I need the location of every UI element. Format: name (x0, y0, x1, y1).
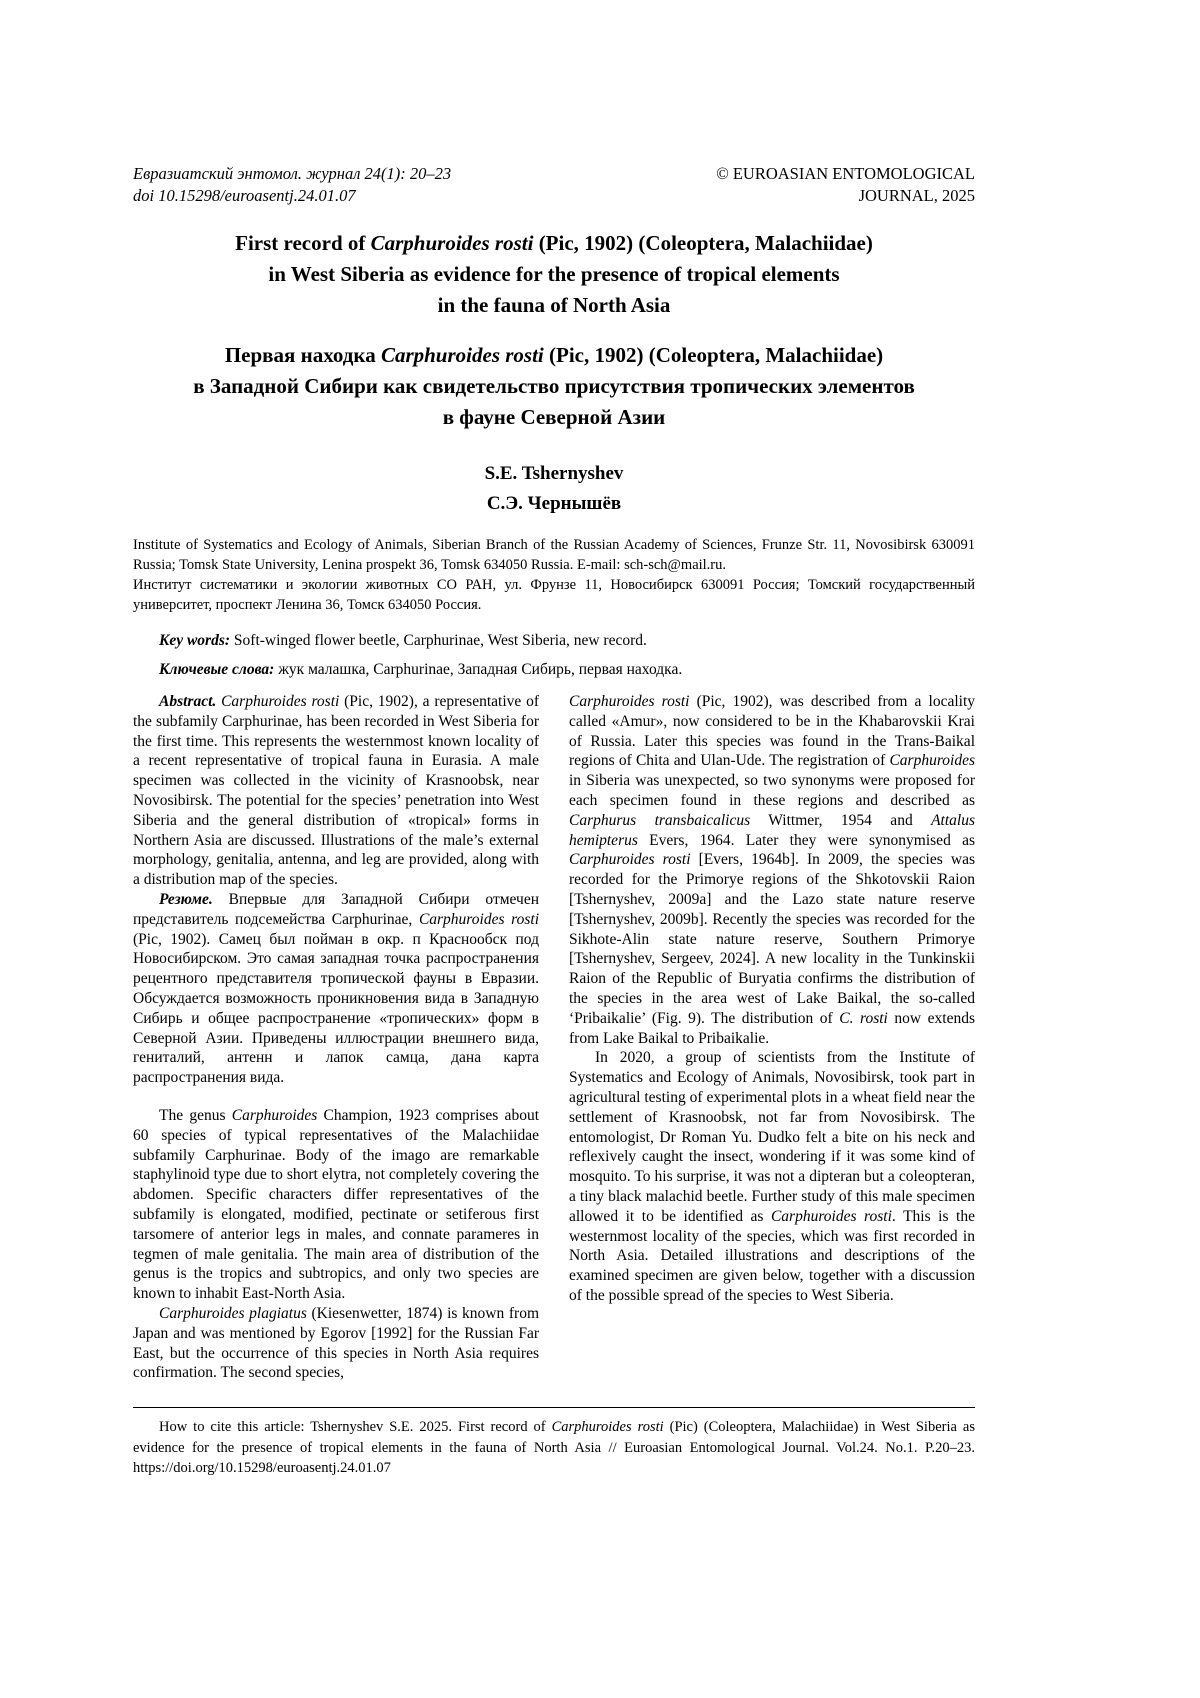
plagiatus-paragraph: Carphuroides plagiatus (Kiesenwetter, 1874) is known from Japan and was mentioned by Egorov [1992] for the Russian Far East, but the occurrence of this species in North Asia requires confirmation. The second species, (133, 1304, 539, 1382)
title-ru-line-3: в фауне Северной Азии (442, 404, 666, 429)
doi-line: doi 10.15298/euroasentj.24.01.07 (133, 186, 356, 206)
page-content (133, 163, 975, 1479)
right-column (569, 692, 975, 1383)
keywords-english: Key words: Soft-winged flower beetle, Carphurinae, West Siberia, new record. (159, 632, 647, 650)
affiliations-block (133, 535, 975, 615)
keywords-russian: Ключевые слова: жук малашка, Carphurinae, Западная Сибирь, первая находка. (159, 661, 683, 679)
title-ru-line-2: в Западной Сибири как свидетельство присутствия тропических элементов (193, 373, 915, 398)
left-column (133, 692, 539, 1383)
author-name-latin: S.E. Tshernyshev (484, 463, 624, 484)
footer-rule (133, 1407, 975, 1408)
journal-copyright-block (716, 163, 975, 208)
copyright-line-2: JOURNAL, 2025 (858, 186, 975, 206)
title-ru-line-1: Первая находка Carphuroides rosti (Pic, 1902) (Coleoptera, Malachiidae) (224, 342, 884, 367)
resume-paragraph: Резюме. Впервые для Западной Сибири отмечен представитель подсемейства Carphurinae, Carphuroides rosti (Pic, 1902). Самец был пойман в окр. п Краснообск под Новосибирском. Это самая западная точка распространения рецентного представителя тропической фауны в Евразии. Обсуждается возможность проникновения вида в Западную Сибирь и общее распространение «тропических» форм в Северной Азии. Приведены иллюстрации внешнего вида, гениталий, антенн и лапок самца, дана карта распространения вида. (133, 891, 540, 1087)
discovery-paragraph: In 2020, a group of scientists from the Institute of Systematics and Ecology of Animals, Novosibirsk, took part in agricultural testing of experimental plots in a wheat field near the settlement of Krasnoobsk, not far from Novosibirsk. The entomologist, Dr Roman Yu. Dudko felt a bite on his neck and reflexively caught the insect, wondering if it was some kind of mosquito. To his surprise, it was not a dipteran but a coleopteran, a tiny black malachid beetle. Further study of this male specimen allowed it to be identified as Carphuroides rosti. This is the westernmost locality of the species, which was first recorded in North Asia. Detailed illustrations and descriptions of the examined specimen are given below, together with a discussion of the possible spread of the species to West Siberia. (569, 1049, 975, 1304)
abstract-paragraph: Abstract. Carphuroides rosti (Pic, 1902), a representative of the subfamily Carphurinae, has been recorded in West Siberia for the first time. This represents the westernmost known locality of a recent representative of tropical fauna in Eurasia. A male specimen was collected in the vicinity of Krasnoobsk, near Novosibirsk. The potential for the species’ penetration into West Siberia and the general distribution of «tropical» forms in Northern Asia are discussed. Illustrations of the male’s external morphology, genitalia, antenna, and leg are provided, along with a distribution map of the species. (133, 693, 539, 889)
rosti-history-paragraph: Carphuroides rosti (Pic, 1902), was described from a locality called «Amur», now considered to be in the Khabarovskii Krai of Russia. Later this species was found in the Trans-Baikal regions of Chita and Ulan-Ude. The registration of Carphuroides in Siberia was unexpected, so two synonyms were proposed for each specimen found in these regions and described as Carphurus transbaicalicus Wittmer, 1954 and Attalus hemipterus Evers, 1964. Later they were synonymised as Carphuroides rosti [Evers, 1964b]. In 2009, the species was recorded for the Primorye regions of the Shkotovskii Raion [Tshernyshev, 2009a] and the Lazo state nature reserve [Tshernyshev, 2009b]. Recently the species was recorded for the Sikhote-Alin state nature reserve, Southern Primorye [Tshernyshev, Sergeev, 2024]. A new locality in the Tunkinskii Raion of the Republic of Buryatia confirms the distribution of the species in the area west of Lake Baikal, the so-called ‘Pribaikalie’ (Fig. 9). The distribution of C. rosti now extends from Lake Baikal to Pribaikalie. (569, 693, 975, 1047)
journal-citation-block (133, 163, 451, 208)
article-body (133, 692, 975, 1383)
title-en-line-3: in the fauna of North Asia (437, 292, 671, 317)
article-title-english (133, 228, 975, 321)
article-title-russian (133, 340, 975, 433)
journal-citation-line: Евразиатский энтомол. журнал 24(1): 20–23 (133, 164, 452, 183)
page-header (133, 163, 975, 208)
how-to-cite-paragraph: How to cite this article: Tshernyshev S.E. 2025. First record of Carphuroides rosti (Pic) (Coleoptera, Malachiidae) in West Siberia as evidence for the presence of tropical elements in the fauna of North Asia // Euroasian Entomological Journal. Vol.24. No.1. P.20–23. https://doi.org/10.15298/euroasentj.24.01.07 (133, 1419, 975, 1477)
affiliation-english: Institute of Systematics and Ecology of Animals, Siberian Branch of the Russian Academy of Sciences, Frunze Str. 11, Novosibirsk 630091 Russia; Tomsk State University, Lenina prospekt 36, Tomsk 634050 Russia. E-mail: sch-sch@mail.ru. (133, 537, 975, 574)
title-en-line-2: in West Siberia as evidence for the presence of tropical elements (268, 261, 840, 286)
keywords-block (133, 630, 975, 681)
author-name-cyrillic: С.Э. Чернышёв (486, 493, 622, 515)
affiliation-russian: Институт систематики и экологии животных СО РАН, ул. Фрунзе 11, Новосибирск 630091 Россия; Томский государственный университет, проспект Ленина 36, Томск 634050 Россия. (133, 577, 975, 614)
authors-block (133, 459, 975, 519)
citation-footer (133, 1407, 975, 1479)
copyright-line-1: © EUROASIAN ENTOMOLOGICAL (716, 164, 975, 183)
genus-description-paragraph: The genus Carphuroides Champion, 1923 comprises about 60 species of typical representatives of the Malachiidae subfamily Carphurinae. Body of the imago are remarkable staphylinoid type due to short elytra, not completely covering the abdomen. Specific characters differ representatives of the subfamily is elongated, modified, pectinate or setiferous first tarsomere of anterior legs in males, and connate parameres in tegmen of male genitalia. The main area of distribution of the genus is the tropics and subtropics, and only two species are known to inhabit East-North Asia. (133, 1106, 539, 1303)
title-en-line-1: First record of Carphuroides rosti (Pic, 1902) (Coleoptera, Malachiidae) (235, 230, 873, 255)
